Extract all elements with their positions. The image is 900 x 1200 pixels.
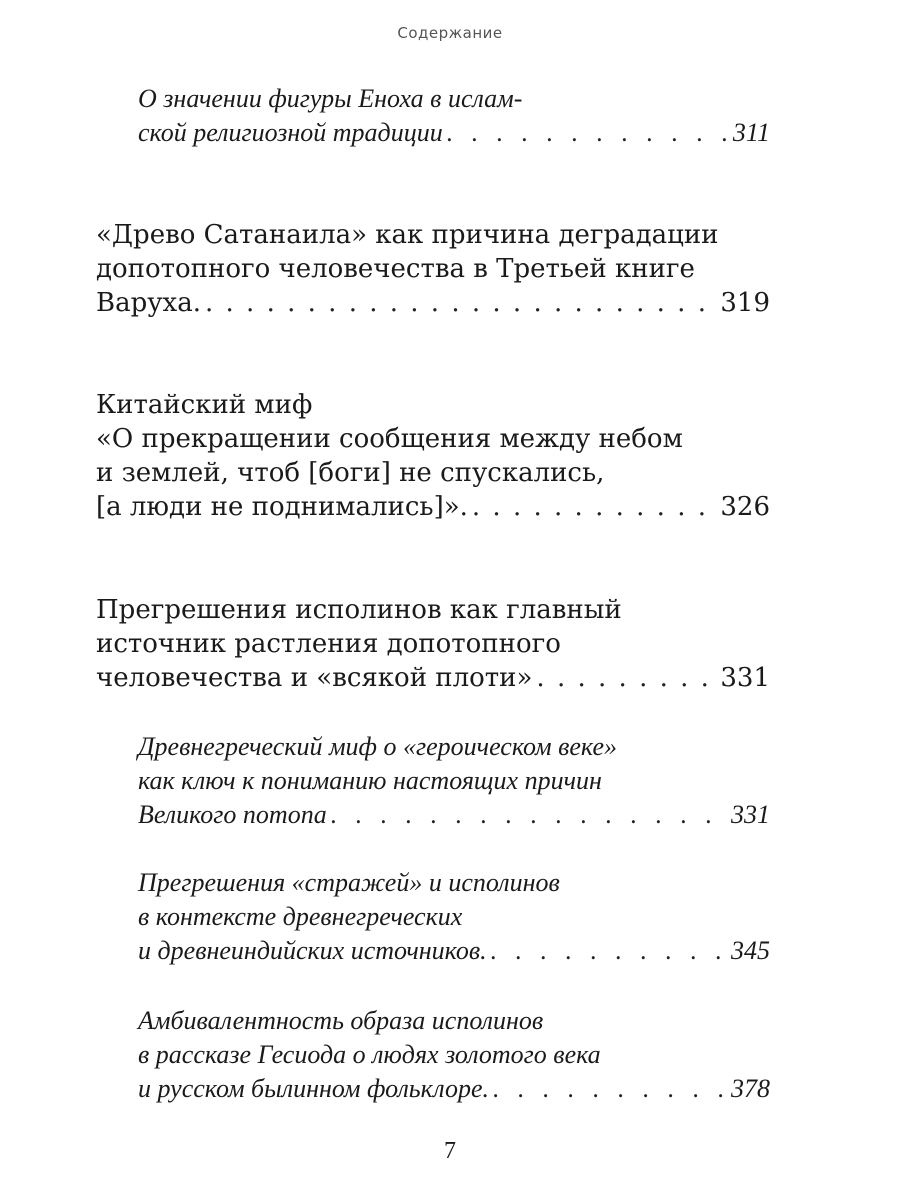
toc-entry-heroic-age[interactable] <box>138 730 770 832</box>
toc-entry-line: Китайский миф <box>96 390 313 420</box>
toc-entry-giants-ambivalence[interactable] <box>138 1004 770 1106</box>
toc-entry-satanail-tree[interactable] <box>96 218 770 320</box>
toc-entry-text: Варуха. <box>96 288 201 318</box>
toc-entry-line: и землей, чтоб [боги] не спускались, <box>96 458 605 488</box>
toc-page-number: 345 <box>731 936 770 965</box>
toc-entry-watchers-sins[interactable] <box>138 866 770 968</box>
toc-entry-text: [а люди не поднимались]». <box>96 492 468 522</box>
toc-entry-last-line <box>96 490 770 524</box>
toc-entry-line: в рассказе Гесиода о людях золотого века <box>138 1040 601 1069</box>
dot-leader <box>205 286 716 320</box>
toc-entry-line: Прегрешения исполинов как главный <box>96 595 622 625</box>
toc-entry-last-line <box>138 1072 770 1106</box>
toc-page-number: 378 <box>731 1074 770 1103</box>
dot-leader <box>493 1072 727 1106</box>
toc-entry-text: человечества и «всякой плоти» <box>96 663 533 693</box>
dot-leader <box>536 661 716 695</box>
toc-entry-line: Амбивалентность образа исполинов <box>138 1006 544 1035</box>
toc-entry-last-line <box>138 798 770 832</box>
toc-page-number: 311 <box>732 118 770 147</box>
page-number-footer: 7 <box>444 1138 456 1164</box>
toc-entry-text: и русском былинном фольклоре. <box>138 1074 489 1103</box>
toc-page-number: 319 <box>720 288 770 318</box>
dot-leader <box>447 116 729 150</box>
toc-entry-line: как ключ к пониманию настоящих причин <box>138 766 602 795</box>
dot-leader <box>472 490 716 524</box>
toc-entry-last-line <box>96 661 770 695</box>
toc-entry-text: и древнеиндийских источников. <box>138 936 487 965</box>
toc-entry-line: «О прекращении сообщения между небом <box>96 424 683 454</box>
toc-entry-line: «Древо Сатанаила» как причина деградации <box>96 220 719 250</box>
toc-entry-last-line <box>138 116 770 150</box>
toc-entry-chinese-myth[interactable] <box>96 388 770 524</box>
toc-entry-line: Прегрешения «стражей» и исполинов <box>138 868 560 897</box>
toc-entry-line: допотопного человечества в Третьей книге <box>96 254 695 284</box>
dot-leader <box>331 798 727 832</box>
toc-entry-line: источник растления допотопного <box>96 629 561 659</box>
toc-page-number: 326 <box>720 492 770 522</box>
toc-entry-last-line <box>96 286 770 320</box>
toc-page-number: 331 <box>720 663 770 693</box>
running-head: Содержание <box>397 24 503 42</box>
toc-entry-text: Великого потопа <box>138 800 327 829</box>
toc-page-number: 331 <box>731 800 770 829</box>
toc-entry-text: ской религиозной традиции <box>138 118 443 147</box>
dot-leader <box>491 934 727 968</box>
toc-entry-enoch-islam[interactable] <box>138 82 770 150</box>
toc-entry-giants-sins[interactable] <box>96 593 770 695</box>
toc-entry-line: в контексте древнегреческих <box>138 902 463 931</box>
toc-entry-line: Древнегреческий миф о «героическом веке» <box>138 732 617 761</box>
toc-entry-line: О значении фигуры Еноха в ислам- <box>138 84 523 113</box>
toc-entry-last-line <box>138 934 770 968</box>
